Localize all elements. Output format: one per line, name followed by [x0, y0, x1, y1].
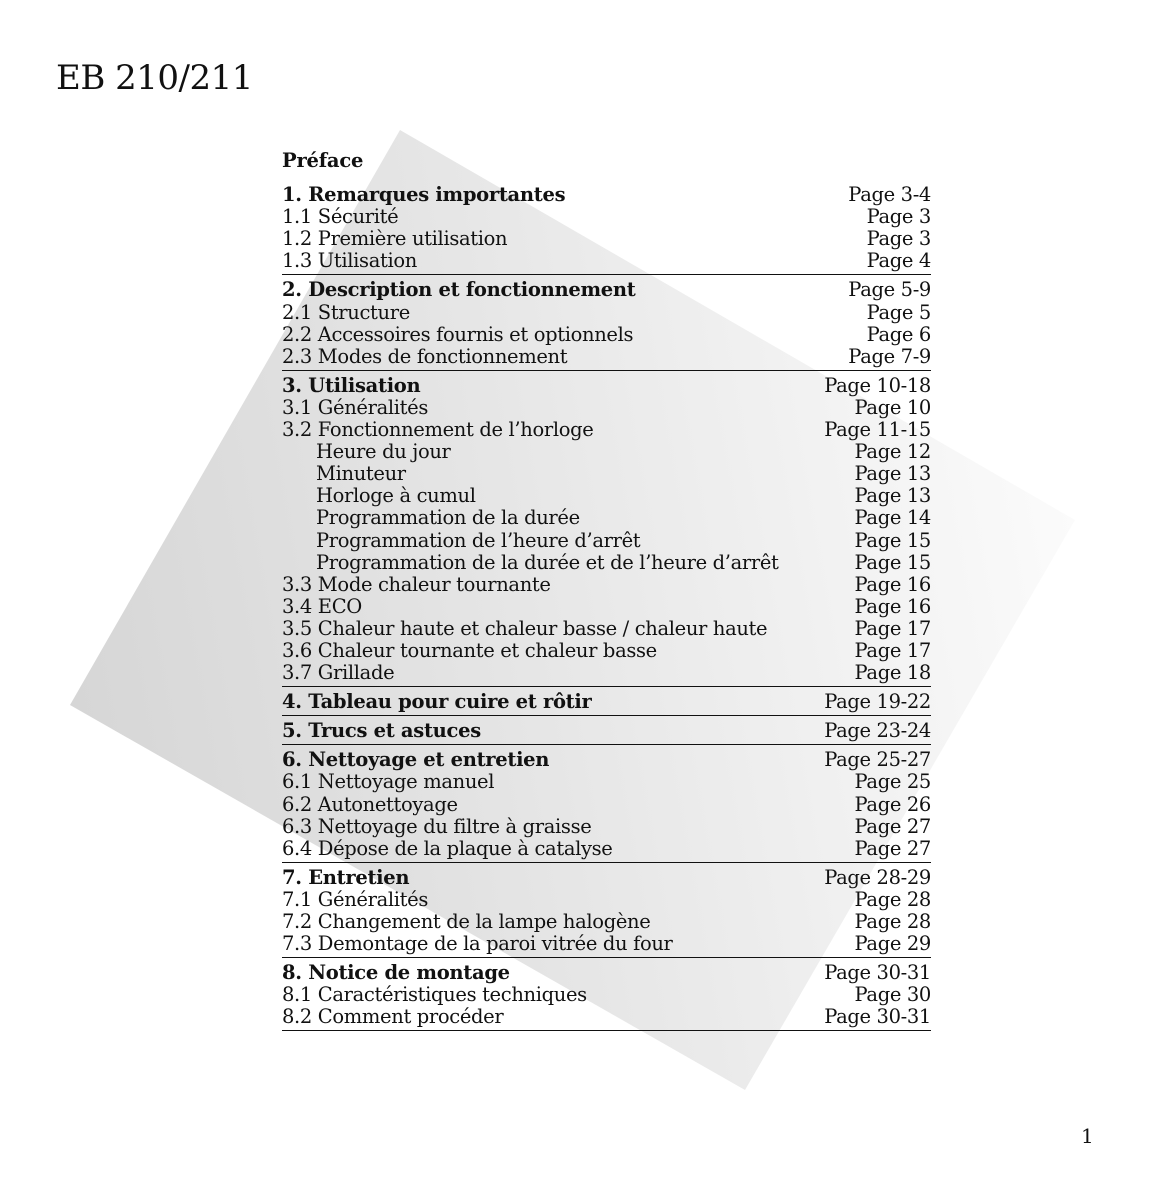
toc-sections: [282, 184, 931, 1031]
toc-entry-page: Page 15: [854, 528, 931, 552]
toc-section-heading[interactable]: [282, 749, 931, 771]
toc-entry-label: 8.1 Caractéristiques techniques: [282, 983, 587, 1007]
toc-section-title: 7. Entretien: [282, 865, 410, 889]
toc-entry-page: Page 30: [854, 983, 931, 1007]
toc-section-title: 4. Tableau pour cuire et rôtir: [282, 690, 592, 714]
toc-entry[interactable]: [282, 640, 931, 662]
toc-entry-label: 2.3 Modes de fonctionnement: [282, 344, 568, 368]
toc-section-title: 8. Notice de montage: [282, 961, 510, 985]
toc-section: [282, 691, 931, 716]
toc-entry-page: Page 29: [854, 932, 931, 956]
toc-entry-label: 1.3 Utilisation: [282, 249, 417, 273]
toc-section-title: 2. Description et fonctionnement: [282, 278, 636, 302]
toc-entry[interactable]: [282, 397, 931, 419]
toc-section-heading[interactable]: [282, 720, 931, 742]
toc-entry[interactable]: [282, 324, 931, 346]
toc-entry[interactable]: [282, 618, 931, 640]
toc-entry[interactable]: [282, 206, 931, 228]
toc-entry-label: 2.1 Structure: [282, 300, 410, 324]
toc-entry-label: Minuteur: [316, 462, 406, 486]
toc-section: [282, 720, 931, 745]
toc-section-page: Page 3-4: [848, 183, 931, 207]
toc-entry[interactable]: [282, 228, 931, 250]
toc-preface[interactable]: Préface: [282, 149, 364, 172]
toc-entry-label: Programmation de l’heure d’arrêt: [316, 528, 641, 552]
toc-section-title: 6. Nettoyage et entretien: [282, 748, 550, 772]
toc-section-page: Page 5-9: [848, 278, 931, 302]
toc-entry-label: Horloge à cumul: [316, 484, 476, 508]
toc-section-heading[interactable]: [282, 184, 931, 206]
toc-entry-page: Page 15: [854, 550, 931, 574]
toc-section: [282, 962, 931, 1031]
toc-section-heading[interactable]: [282, 691, 931, 713]
toc-entry-page: Page 16: [854, 594, 931, 618]
toc-section: [282, 375, 931, 687]
toc-entry-label: 3.6 Chaleur tournante et chaleur basse: [282, 638, 657, 662]
page-number: 1: [1081, 1124, 1094, 1148]
toc-entry-label: 6.3 Nettoyage du filtre à graisse: [282, 814, 592, 838]
toc-entry-label: 7.2 Changement de la lampe halogène: [282, 910, 651, 933]
toc-section-page: Page 30-31: [824, 961, 931, 985]
toc-entry-page: Page 16: [854, 572, 931, 596]
toc-entry-page: Page 4: [866, 249, 931, 273]
toc-entry-label: 3.2 Fonctionnement de l’horloge: [282, 418, 594, 442]
toc-section-page: Page 10-18: [824, 373, 931, 397]
toc-section-heading[interactable]: [282, 375, 931, 397]
toc-entry-page: Page 28: [854, 887, 931, 911]
toc-entry-page: Page 27: [854, 836, 931, 860]
toc-entry-label: 3.7 Grillade: [282, 661, 395, 685]
toc-entry[interactable]: [282, 838, 931, 860]
toc-entry-page: Page 3: [866, 205, 931, 229]
toc-entry-label: Programmation de la durée et de l’heure d’arrêt: [316, 550, 779, 574]
toc-entry-label: 3.4 ECO: [282, 594, 362, 618]
toc-entry[interactable]: [282, 984, 931, 1006]
toc-entry[interactable]: [282, 507, 931, 529]
toc-entry-label: 6.1 Nettoyage manuel: [282, 770, 495, 794]
toc-entry-page: Page 28: [854, 910, 931, 933]
toc-entry[interactable]: [282, 441, 931, 463]
toc-entry-label: 1.2 Première utilisation: [282, 227, 508, 251]
toc-entry-page: Page 25: [854, 770, 931, 794]
table-of-contents: [282, 150, 931, 1035]
toc-entry[interactable]: [282, 889, 931, 911]
toc-section-title: 3. Utilisation: [282, 373, 421, 397]
toc-entry[interactable]: [282, 794, 931, 816]
toc-entry-label: 6.4 Dépose de la plaque à catalyse: [282, 836, 613, 860]
toc-entry-label: 6.2 Autonettoyage: [282, 792, 458, 816]
toc-entry-label: 8.2 Comment procéder: [282, 1005, 504, 1029]
toc-entry[interactable]: [282, 346, 931, 368]
toc-entry-label: Heure du jour: [316, 440, 451, 464]
toc-entry-page: Page 5: [866, 300, 931, 324]
toc-entry[interactable]: [282, 1006, 931, 1028]
toc-entry-page: Page 3: [866, 227, 931, 251]
toc-entry-page: Page 13: [854, 484, 931, 508]
toc-section-page: Page 23-24: [824, 719, 931, 743]
toc-entry[interactable]: [282, 463, 931, 485]
toc-entry-label: 2.2 Accessoires fournis et optionnels: [282, 322, 634, 346]
toc-entry-page: Page 11-15: [824, 418, 931, 442]
toc-section: [282, 184, 931, 275]
toc-section-heading[interactable]: [282, 867, 931, 889]
toc-entry-page: Page 13: [854, 462, 931, 486]
toc-entry[interactable]: [282, 530, 931, 552]
toc-entry-page: Page 10: [854, 395, 931, 419]
toc-section-heading[interactable]: [282, 279, 931, 301]
toc-entry-label: Programmation de la durée: [316, 506, 580, 530]
toc-entry-label: 1.1 Sécurité: [282, 205, 399, 229]
toc-entry-page: Page 14: [854, 506, 931, 530]
toc-entry[interactable]: [282, 574, 931, 596]
toc-section-page: Page 28-29: [824, 865, 931, 889]
toc-entry-page: Page 30-31: [824, 1005, 931, 1029]
toc-entry-label: 3.3 Mode chaleur tournante: [282, 572, 551, 596]
toc-entry-label: 7.1 Généralités: [282, 887, 428, 911]
toc-entry-page: Page 7-9: [848, 344, 931, 368]
toc-entry-page: Page 12: [854, 440, 931, 464]
toc-entry-label: 7.3 Demontage de la paroi vitrée du four: [282, 932, 673, 956]
toc-entry-page: Page 17: [854, 638, 931, 662]
toc-entry[interactable]: [282, 552, 931, 574]
toc-section-heading[interactable]: [282, 962, 931, 984]
toc-section: [282, 867, 931, 958]
toc-entry-page: Page 6: [866, 322, 931, 346]
toc-entry[interactable]: [282, 419, 931, 441]
toc-entry-page: Page 26: [854, 792, 931, 816]
document-title: EB 210/211: [56, 58, 253, 98]
toc-entry[interactable]: [282, 771, 931, 793]
toc-entry[interactable]: [282, 816, 931, 838]
toc-entry[interactable]: [282, 933, 931, 955]
toc-entry[interactable]: [282, 302, 931, 324]
toc-entry[interactable]: [282, 485, 931, 507]
toc-section-page: Page 25-27: [824, 748, 931, 772]
toc-entry-page: Page 17: [854, 616, 931, 640]
toc-entry[interactable]: [282, 911, 931, 933]
toc-section: [282, 749, 931, 862]
toc-entry[interactable]: [282, 596, 931, 618]
toc-section-page: Page 19-22: [824, 690, 931, 714]
toc-section-title: 5. Trucs et astuces: [282, 719, 481, 743]
toc-entry[interactable]: [282, 250, 931, 272]
toc-entry-page: Page 18: [854, 661, 931, 685]
toc-entry-label: 3.5 Chaleur haute et chaleur basse / chaleur haute: [282, 616, 768, 640]
toc-entry-page: Page 27: [854, 814, 931, 838]
toc-section-title: 1. Remarques importantes: [282, 183, 566, 207]
toc-section: [282, 279, 931, 370]
toc-entry-label: 3.1 Généralités: [282, 395, 428, 419]
toc-entry[interactable]: [282, 662, 931, 684]
